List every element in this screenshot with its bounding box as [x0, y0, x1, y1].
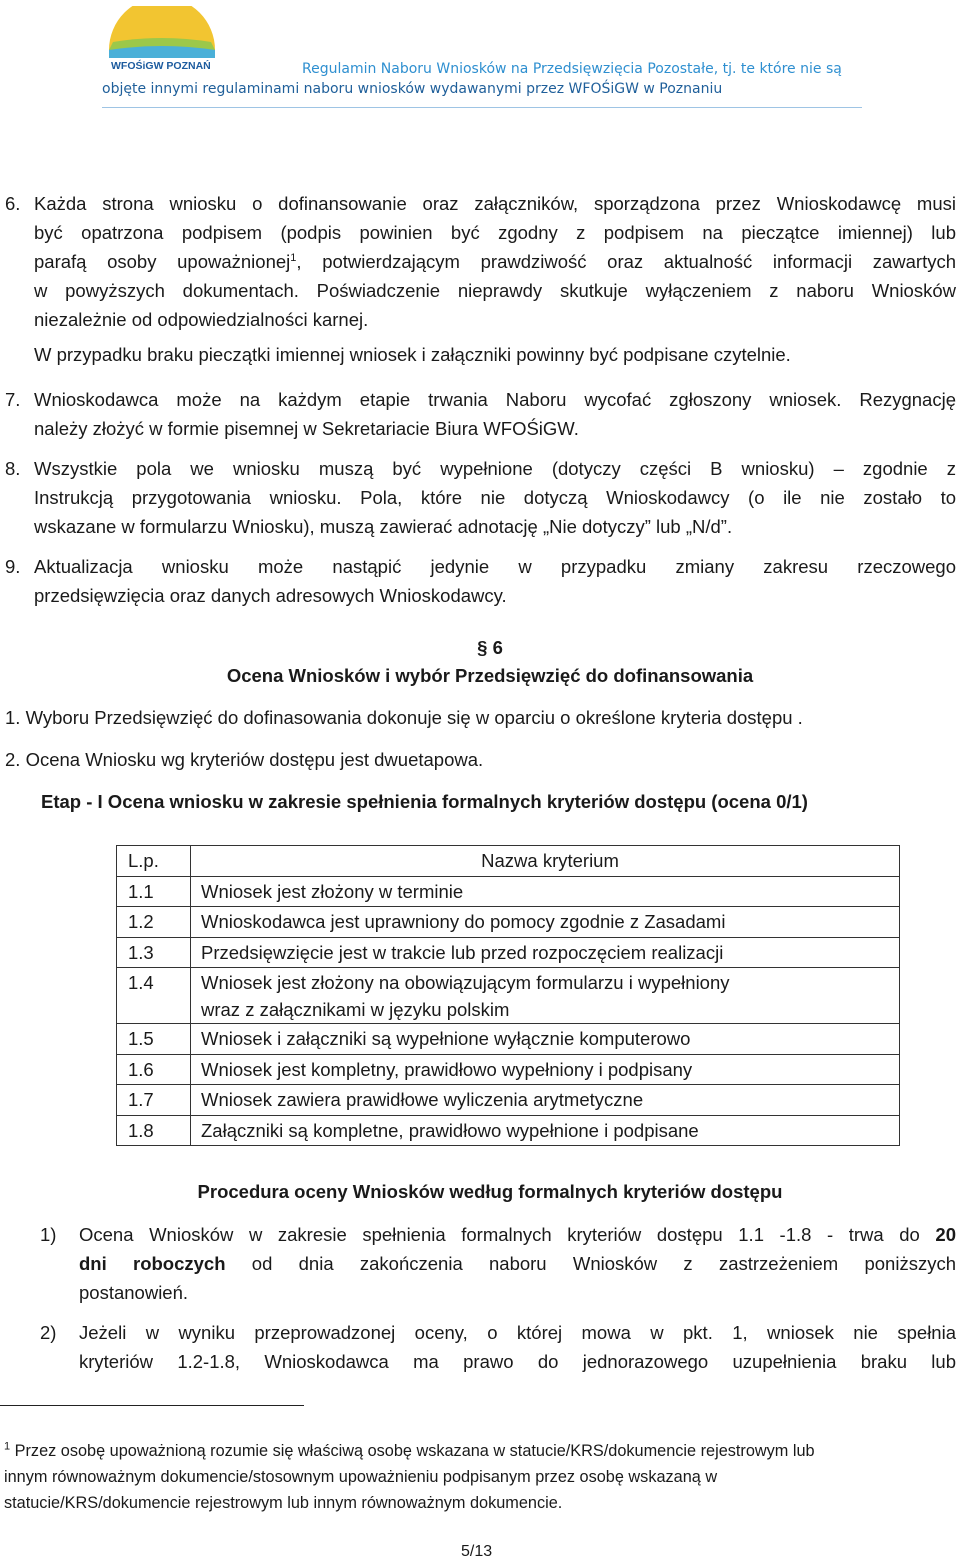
footnote-line: [4, 1438, 956, 1464]
text-line: należy złożyć w formie pisemnej w Sekretariacie Biura WFOŚiGW.: [34, 418, 579, 439]
cell-text: Wniosek jest złożony na obowiązującym formularzu i wypełniony: [201, 972, 730, 993]
cell-lp: [117, 1085, 191, 1116]
cell-lp: [117, 1115, 191, 1146]
cell-text: Wnioskodawca jest uprawniony do pomocy zgodnie z Zasadami: [201, 911, 726, 932]
cell-text: Wniosek jest złożony w terminie: [201, 880, 464, 902]
cell-text: 1.5: [128, 1028, 154, 1049]
logo-text: WFOŚiGW POZNAŃ: [111, 60, 211, 72]
header-divider: [102, 107, 862, 108]
text-line: Instrukcją przygotowania wniosku. Pola, które nie dotyczą Wnioskodawcy (o ile nie zostało to: [34, 487, 956, 508]
header-name: [191, 846, 900, 877]
table-header-row: [117, 846, 900, 877]
cell-text: 1.3: [128, 941, 154, 963]
text-line: Jeżeli w wyniku przeprowadzonej oceny, o której mowa w pkt. 1, wniosek nie spełnia: [79, 1322, 956, 1343]
footnote: [4, 1438, 956, 1516]
item-number: 2): [40, 1322, 57, 1343]
cell-name: [191, 937, 900, 968]
cell-text: Przedsięwzięcie jest w trakcie lub przed rozpoczęciem realizacji: [201, 941, 724, 963]
criteria-table: [116, 845, 900, 1146]
procedure-item-1: [40, 1220, 956, 1307]
point-number: 6.: [5, 193, 21, 214]
stage-heading: Etap - I Ocena wniosku w zakresie spełnienia formalnych kryteriów dostępu (ocena 0/1): [41, 791, 808, 812]
cell-text: 1.4: [128, 972, 154, 993]
cell-text: 1.2: [128, 911, 154, 932]
text-line: przedsięwzięcia oraz danych adresowych Wnioskodawcy.: [34, 585, 507, 606]
wfosigw-logo: [103, 6, 221, 72]
procedure-title: Procedura oceny Wniosków według formalnych kryteriów dostępu: [197, 1181, 783, 1202]
footnote-mark: 1: [4, 1440, 11, 1453]
cell-lp: [117, 907, 191, 938]
table-row: [117, 968, 900, 1024]
table-row: [117, 876, 900, 907]
cell-text: 1.7: [128, 1089, 154, 1110]
text-line: postanowień.: [79, 1282, 189, 1303]
text-line: w powyższych dokumentach. Poświadczenie nieprawdy skutkuje wyłączeniem z naboru Wniosków: [34, 280, 956, 301]
header-title-line1: Regulamin Naboru Wniosków na Przedsięwzięcia Pozostałe, tj. te które nie są: [302, 61, 842, 77]
text-line: [79, 1249, 956, 1278]
point-number: 9.: [5, 556, 21, 577]
cell-lp: [117, 937, 191, 968]
signature-note: W przypadku braku pieczątki imiennej wniosek i załączniki powinny być podpisane czytelnie.: [34, 344, 791, 365]
cell-lp: [117, 1024, 191, 1055]
point-6: [5, 189, 956, 334]
cell-text: 1.8: [128, 1119, 154, 1141]
header-text: Nazwa kryterium: [481, 850, 619, 871]
section-symbol: § 6: [477, 637, 503, 658]
text-line: [79, 1220, 956, 1249]
footnote-line: innym równoważnym dokumencie/stosownym upoważnieniu podpisanym przez osobę wskazaną w: [4, 1468, 718, 1486]
cell-text: wraz z załącznikami w języku polskim: [201, 999, 510, 1020]
text-line: kryteriów 1.2-1.8, Wnioskodawca ma prawo do jednorazowego uzupełnienia braku lub: [79, 1351, 956, 1372]
text-span: , potwierdzającym prawdziwość oraz aktualność informacji zawartych: [296, 251, 956, 272]
section-title: Ocena Wniosków i wybór Przedsięwzięć do dofinansowania: [226, 665, 754, 686]
item-number: 1): [40, 1224, 57, 1245]
text-line: być opatrzona podpisem (podpis powinien być zgodny z podpisem na pieczątce imiennej) lub: [34, 222, 956, 243]
text-span: od dnia zakończenia naboru Wniosków z zastrzeżeniem poniższych: [225, 1253, 956, 1274]
point-9: [5, 552, 956, 610]
cell-name: [191, 1054, 900, 1085]
footnote-separator: [0, 1405, 304, 1406]
section-item-1: 1. Wyboru Przedsięwzięć do dofinasowania dokonuje się w oparciu o określone kryteria dostępu .: [5, 707, 803, 728]
cell-name: [191, 1115, 900, 1146]
text-span: Ocena Wniosków w zakresie spełnienia formalnych kryteriów dostępu 1.1 -1.8 - trwa do: [79, 1224, 936, 1245]
footnote-text: Przez osobę upoważnioną rozumie się właściwą osobę wskazana w statucie/KRS/dokumencie rejestrowym lub: [10, 1442, 815, 1460]
page-number: 5/13: [461, 1543, 493, 1560]
text-line: Każda strona wniosku o dofinansowanie oraz załączników, sporządzona przez Wnioskodawcę musi: [34, 193, 956, 214]
text-line: [34, 247, 956, 276]
point-number: 8.: [5, 458, 21, 479]
cell-text: Wniosek jest kompletny, prawidłowo wypełniony i podpisany: [201, 1058, 693, 1080]
table-row: [117, 1024, 900, 1055]
text-line: niezależnie od odpowiedzialności karnej.: [34, 309, 369, 330]
footnote-line: statucie/KRS/dokumencie rejestrowym lub innym równoważnym dokumencie.: [4, 1494, 563, 1512]
table-row: [117, 907, 900, 938]
point-7: [5, 385, 956, 443]
cell-name: [191, 1085, 900, 1116]
cell-name: [191, 876, 900, 907]
footnote-ref: 1: [290, 251, 297, 264]
point-number: 7.: [5, 389, 21, 410]
cell-text: Wniosek zawiera prawidłowe wyliczenia arytmetyczne: [201, 1089, 644, 1110]
header-lp: [117, 846, 191, 877]
cell-name: [191, 968, 900, 1024]
header-title-line2: objęte innymi regulaminami naboru wniosków wydawanymi przez WFOŚiGW w Poznaniu: [102, 81, 723, 97]
cell-text: Wniosek i załączniki są wypełnione wyłącznie komputerowo: [201, 1028, 691, 1049]
days-unit: dni roboczych: [79, 1253, 226, 1274]
text-span: parafą osoby upoważnionej: [34, 251, 291, 272]
cell-text: 1.1: [128, 880, 154, 902]
cell-text: 1.6: [128, 1058, 154, 1080]
section-item-2: 2. Ocena Wniosku wg kryteriów dostępu jest dwuetapowa.: [5, 749, 484, 770]
table-row: [117, 937, 900, 968]
header-text: L.p.: [128, 850, 159, 871]
procedure-item-2: [40, 1318, 956, 1376]
point-8: [5, 454, 956, 541]
days-value: 20: [935, 1224, 956, 1245]
text-line: wskazane w formularzu Wniosku), muszą zawierać adnotację „Nie dotyczy” lub „N/d”.: [34, 516, 733, 537]
cell-name: [191, 1024, 900, 1055]
cell-lp: [117, 968, 191, 1024]
cell-name: [191, 907, 900, 938]
text-line: Wnioskodawca może na każdym etapie trwania Naboru wycofać zgłoszony wniosek. Rezygnację: [34, 389, 956, 410]
text-line: Aktualizacja wniosku może nastąpić jedynie w przypadku zmiany zakresu rzeczowego: [34, 556, 956, 577]
table-row: [117, 1054, 900, 1085]
cell-lp: [117, 1054, 191, 1085]
table-row: [117, 1115, 900, 1146]
cell-text: Załączniki są kompletne, prawidłowo wypełnione i podpisane: [201, 1119, 699, 1141]
cell-lp: [117, 876, 191, 907]
text-line: Wszystkie pola we wniosku muszą być wypełnione (dotyczy części B wniosku) – zgodnie z: [34, 458, 956, 479]
table-row: [117, 1085, 900, 1116]
